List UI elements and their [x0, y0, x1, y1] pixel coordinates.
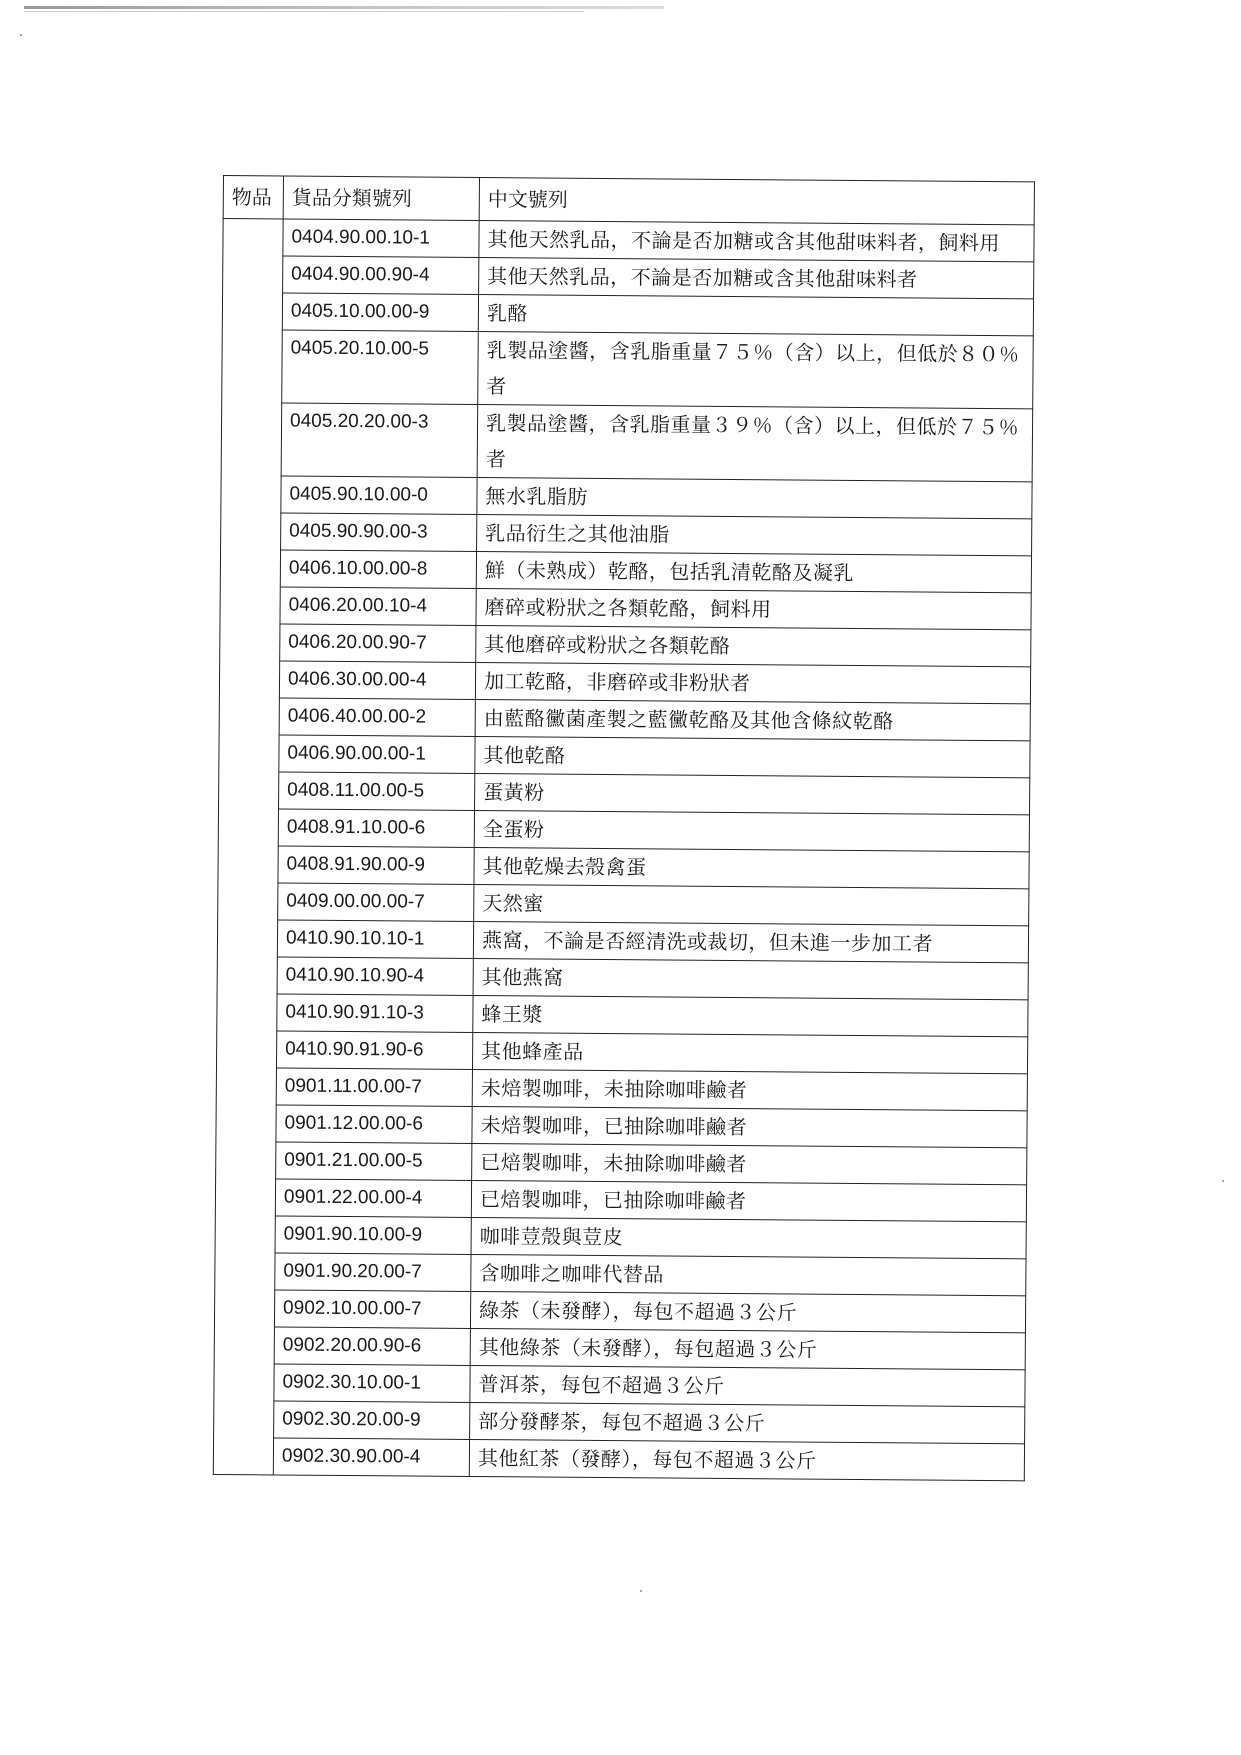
chinese-description-cell: 其他綠茶（未發酵），每包超過３公斤: [470, 1328, 1025, 1369]
chinese-description-cell: 乳品衍生之其他油脂: [477, 515, 1032, 556]
table-row: [214, 1400, 1025, 1443]
tariff-code-cell: 0902.10.00.00-7: [274, 1290, 470, 1329]
table-row: [219, 697, 1030, 740]
table-row: [216, 1067, 1027, 1110]
chinese-description-cell: 其他乾酪: [475, 736, 1030, 777]
chinese-description-cell: 乳製品塗醬，含乳脂重量７５％（含）以上，但低於８０％者: [478, 332, 1034, 409]
table-row: [221, 512, 1032, 555]
tariff-code-cell: 0902.30.20.00-9: [274, 1401, 470, 1440]
chinese-description-cell: 全蛋粉: [474, 810, 1029, 851]
tariff-code-cell: 0405.90.10.00-0: [281, 476, 477, 515]
chinese-description-cell: 其他蜂產品: [472, 1032, 1027, 1073]
table-body: [213, 219, 1034, 1481]
tariff-code-cell: 0408.91.90.00-9: [278, 846, 474, 885]
table-row: [216, 1104, 1027, 1147]
table-row: [220, 549, 1031, 592]
scan-speck: [1222, 1180, 1224, 1182]
tariff-code-cell: 0406.30.00.00-4: [279, 661, 475, 700]
tariff-code-cell: 0902.30.10.00-1: [274, 1364, 470, 1403]
chinese-description-cell: 部分發酵茶，每包不超過３公斤: [470, 1402, 1025, 1443]
table-row: [216, 1141, 1027, 1184]
table-row: [214, 1326, 1025, 1369]
tariff-code-cell: 0404.90.00.90-4: [283, 256, 479, 295]
chinese-description-cell: 其他磨碎或粉狀之各類乾酪: [476, 626, 1031, 667]
scan-speck: [20, 34, 22, 36]
chinese-description-cell: 其他乾燥去殼禽蛋: [474, 847, 1029, 888]
tariff-code-cell: 0405.20.10.00-5: [282, 330, 479, 405]
tariff-code-cell: 0410.90.91.90-6: [276, 1031, 472, 1070]
tariff-code-cell: 0405.90.90.00-3: [281, 513, 477, 552]
item-cell: [213, 219, 283, 1475]
chinese-description-cell: 磨碎或粉狀之各類乾酪，飼料用: [476, 589, 1031, 630]
table-row: [218, 845, 1029, 888]
table-row: [216, 1030, 1027, 1073]
tariff-code-cell: 0901.21.00.00-5: [276, 1142, 472, 1181]
table-row: [217, 956, 1028, 999]
tariff-code-cell: 0406.10.00.00-8: [280, 550, 476, 589]
table-row: [220, 586, 1031, 629]
scan-speck: [640, 1590, 642, 1592]
header-description: 中文號列: [479, 178, 1034, 225]
tariff-code-cell: 0901.90.10.00-9: [275, 1216, 471, 1255]
tariff-code-cell: 0901.90.20.00-7: [275, 1253, 471, 1292]
chinese-description-cell: 已焙製咖啡，未抽除咖啡鹼者: [472, 1143, 1027, 1184]
tariff-code-cell: 0409.00.00.00-7: [278, 883, 474, 922]
tariff-code-cell: 0405.10.00.00-9: [282, 293, 478, 332]
tariff-code-cell: 0410.90.10.90-4: [277, 957, 473, 996]
goods-classification-table: [213, 175, 1035, 1481]
header-item: 物品: [223, 176, 283, 219]
tariff-code-cell: 0406.40.00.00-2: [279, 698, 475, 737]
chinese-description-cell: 乳製品塗醬，含乳脂重量３９％（含）以上，但低於７５％者: [477, 405, 1033, 482]
chinese-description-cell: 普洱茶，每包不超過３公斤: [470, 1365, 1025, 1406]
table-row: [215, 1252, 1026, 1295]
scan-artifact-line-secondary: [24, 11, 584, 12]
tariff-code-cell: 0901.22.00.00-4: [275, 1179, 471, 1218]
chinese-description-cell: 未焙製咖啡，已抽除咖啡鹼者: [472, 1106, 1027, 1147]
table-row: [222, 293, 1033, 336]
table-row: [219, 771, 1030, 814]
tariff-code-cell: 0902.20.00.90-6: [274, 1327, 470, 1366]
tariff-code-cell: 0901.11.00.00-7: [276, 1068, 472, 1107]
table-row: [220, 623, 1031, 666]
tariff-code-cell: 0406.20.00.10-4: [280, 587, 476, 626]
tariff-code-cell: 0404.90.00.10-1: [283, 219, 479, 258]
tariff-code-cell: 0406.90.00.00-1: [279, 735, 475, 774]
chinese-description-cell: 含咖啡之咖啡代替品: [471, 1254, 1026, 1295]
table-row: [214, 1289, 1025, 1332]
chinese-description-cell: 蜂王漿: [473, 995, 1028, 1036]
table-row: [214, 1363, 1025, 1406]
tariff-code-cell: 0902.30.90.00-4: [273, 1438, 469, 1477]
chinese-description-cell: 其他天然乳品，不論是否加糖或含其他甜味料者: [479, 258, 1034, 299]
chinese-description-cell: 加工乾酪，非磨碎或非粉狀者: [475, 662, 1030, 703]
chinese-description-cell: 綠茶（未發酵），每包不超過３公斤: [470, 1291, 1025, 1332]
chinese-description-cell: 乳酪: [478, 295, 1033, 336]
chinese-description-cell: 其他燕窩: [473, 958, 1028, 999]
table-row: [219, 734, 1030, 777]
table-row: [218, 808, 1029, 851]
tariff-code-cell: 0408.91.10.00-6: [278, 809, 474, 848]
table-row: [219, 660, 1030, 703]
chinese-description-cell: 其他紅茶（發酵），每包不超過３公斤: [469, 1439, 1024, 1480]
chinese-description-cell: 蛋黃粉: [475, 773, 1030, 814]
chinese-description-cell: 天然蜜: [474, 884, 1029, 925]
chinese-description-cell: 其他天然乳品，不論是否加糖或含其他甜味料者，飼料用: [479, 221, 1034, 262]
table-header-row: [223, 176, 1034, 225]
chinese-description-cell: 未焙製咖啡，未抽除咖啡鹼者: [472, 1069, 1027, 1110]
table-row: [222, 329, 1034, 408]
chinese-description-cell: 咖啡荳殼與荳皮: [471, 1217, 1026, 1258]
table-row: [217, 993, 1028, 1036]
table-row: [221, 475, 1032, 518]
tariff-code-cell: 0408.11.00.00-5: [279, 772, 475, 811]
chinese-description-cell: 燕窩，不論是否經清洗或裁切，但未進一步加工者: [473, 921, 1028, 962]
tariff-code-cell: 0410.90.10.10-1: [277, 920, 473, 959]
header-code: 貨品分類號列: [283, 176, 479, 221]
chinese-description-cell: 鮮（未熟成）乾酪，包括乳清乾酪及凝乳: [476, 552, 1031, 593]
tariff-code-cell: 0901.12.00.00-6: [276, 1105, 472, 1144]
table-row: [223, 219, 1034, 262]
table-row: [217, 919, 1028, 962]
chinese-description-cell: 由藍酪黴菌產製之藍黴乾酪及其他含條紋乾酪: [475, 699, 1030, 740]
table-row: [221, 402, 1033, 481]
chinese-description-cell: 無水乳脂肪: [477, 478, 1032, 519]
tariff-code-cell: 0405.20.20.00-3: [281, 403, 478, 478]
table-row: [215, 1215, 1026, 1258]
tariff-code-cell: 0406.20.00.90-7: [280, 624, 476, 663]
table-row: [213, 1437, 1024, 1480]
table-row: [215, 1178, 1026, 1221]
table-row: [218, 882, 1029, 925]
table-row: [223, 256, 1034, 299]
tariff-code-cell: 0410.90.91.10-3: [277, 994, 473, 1033]
scan-artifact-line: [24, 6, 664, 9]
chinese-description-cell: 已焙製咖啡，已抽除咖啡鹼者: [471, 1180, 1026, 1221]
